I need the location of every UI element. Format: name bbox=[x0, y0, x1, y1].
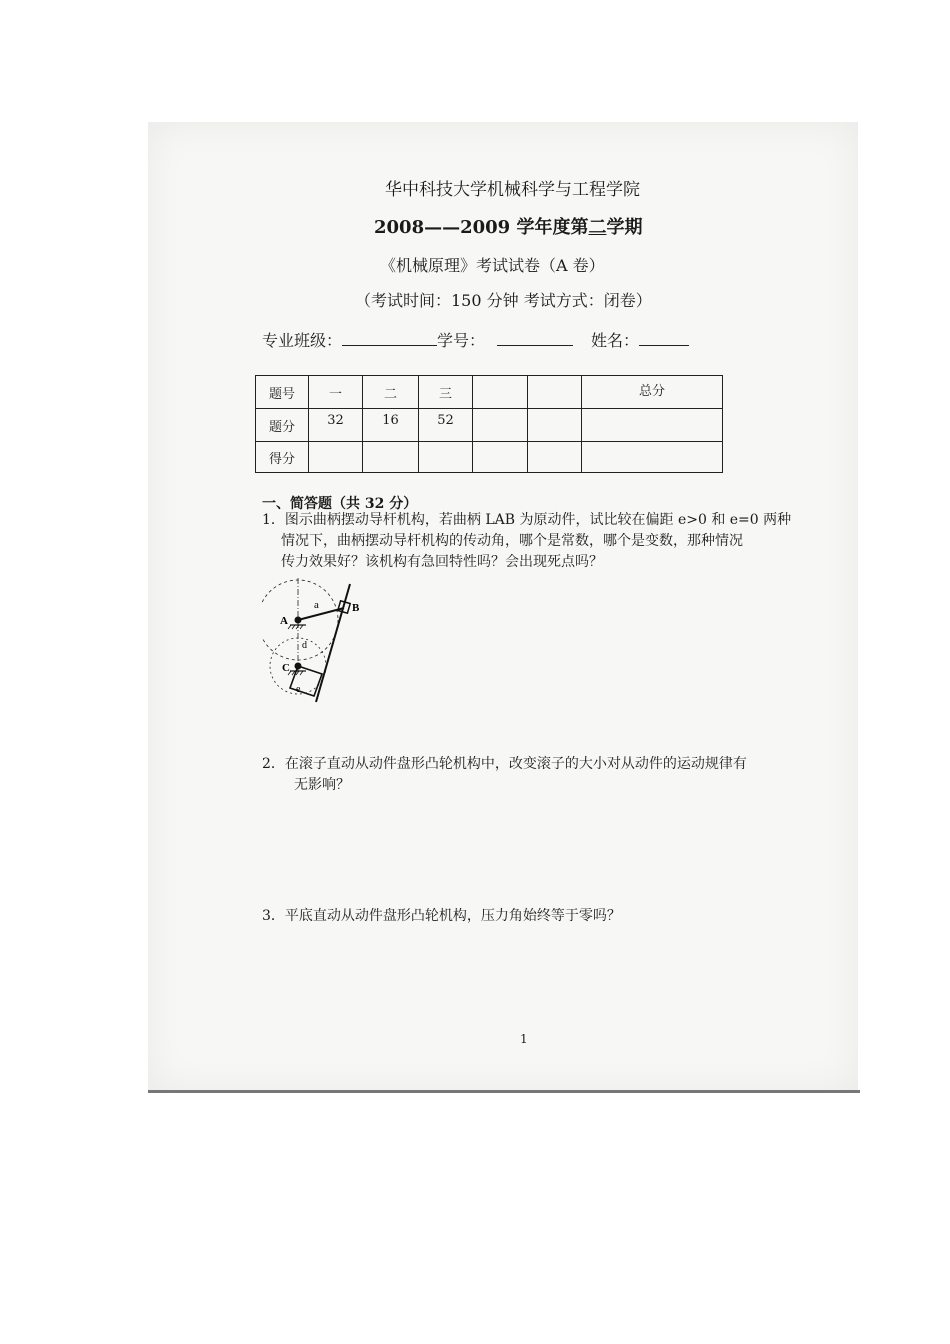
score-cell[interactable] bbox=[473, 442, 528, 473]
table-row bbox=[256, 409, 723, 442]
question-1-line-2: 情况下，曲柄摆动导杆机构的传动角，哪个是常数，哪个是变数，那种情况 bbox=[281, 533, 743, 549]
student-info-line bbox=[262, 328, 689, 351]
class-label: 专业班级： bbox=[262, 331, 343, 350]
points-cell: 16 bbox=[363, 409, 419, 442]
points-cell: 32 bbox=[309, 409, 363, 442]
label-e: e bbox=[296, 684, 301, 695]
row-label: 题分 bbox=[256, 409, 309, 442]
student-id-label: 学号： bbox=[437, 331, 486, 350]
section-heading: 一、简答题（共 32 分） bbox=[262, 496, 418, 512]
question-number-cell: 一 bbox=[309, 376, 363, 409]
exam-meta: （考试时间：150 分钟 考试方式：闭卷） bbox=[355, 291, 652, 310]
name-label: 姓名： bbox=[591, 331, 640, 350]
row-label: 得分 bbox=[256, 442, 309, 473]
student-id-blank[interactable] bbox=[497, 331, 573, 346]
crank-link bbox=[298, 608, 344, 620]
total-label: 总分 bbox=[582, 376, 723, 409]
score-cell[interactable] bbox=[309, 442, 363, 473]
academic-term-title bbox=[374, 213, 642, 239]
question-number-cell bbox=[528, 376, 582, 409]
question-number-cell: 三 bbox=[419, 376, 473, 409]
label-A: A bbox=[280, 615, 288, 627]
question-2-line-1: 2．在滚子直动从动件盘形凸轮机构中，改变滚子的大小对从动件的运动规律有 bbox=[262, 756, 747, 772]
question-1-line-1: 1．图示曲柄摆动导杆机构，若曲柄 LAB 为原动件，试比较在偏距 e>0 和 e=0 两种 bbox=[262, 512, 792, 528]
page-number: 1 bbox=[520, 1032, 528, 1046]
score-cell[interactable] bbox=[528, 442, 582, 473]
label-a: a bbox=[314, 599, 319, 611]
score-table bbox=[255, 375, 723, 473]
exam-title: 《机械原理》考试试卷（A 卷） bbox=[380, 256, 605, 275]
points-cell bbox=[473, 409, 528, 442]
question-2-line-2: 无影响？ bbox=[294, 777, 350, 793]
year-suffix: 学期 bbox=[606, 217, 643, 238]
term-number: 二 bbox=[588, 217, 607, 238]
name-blank[interactable] bbox=[639, 331, 689, 346]
points-cell bbox=[528, 409, 582, 442]
label-C: C bbox=[282, 662, 290, 674]
paper-bottom-edge bbox=[148, 1090, 860, 1093]
total-points-cell bbox=[582, 409, 723, 442]
table-row bbox=[256, 442, 723, 473]
question-1-line-3: 传力效果好？该机构有急回特性吗？会出现死点吗？ bbox=[281, 554, 603, 570]
score-cell[interactable] bbox=[419, 442, 473, 473]
label-d: d bbox=[302, 640, 307, 651]
school-title: 华中科技大学机械科学与工程学院 bbox=[385, 180, 640, 200]
guide-bar-mechanism-diagram bbox=[262, 578, 372, 710]
points-cell: 52 bbox=[419, 409, 473, 442]
pivot-A bbox=[295, 617, 302, 624]
year-prefix: 2008——2009 学年度第 bbox=[374, 217, 589, 238]
table-row bbox=[256, 376, 723, 409]
label-B: B bbox=[352, 602, 360, 614]
total-score-cell[interactable] bbox=[582, 442, 723, 473]
question-3-line-1: 3．平底直动从动件盘形凸轮机构，压力角始终等于零吗？ bbox=[262, 908, 621, 924]
question-number-cell bbox=[473, 376, 528, 409]
question-number-cell: 二 bbox=[363, 376, 419, 409]
row-label: 题号 bbox=[256, 376, 309, 409]
class-blank[interactable] bbox=[342, 331, 437, 346]
score-cell[interactable] bbox=[363, 442, 419, 473]
pivot-C bbox=[295, 663, 302, 670]
